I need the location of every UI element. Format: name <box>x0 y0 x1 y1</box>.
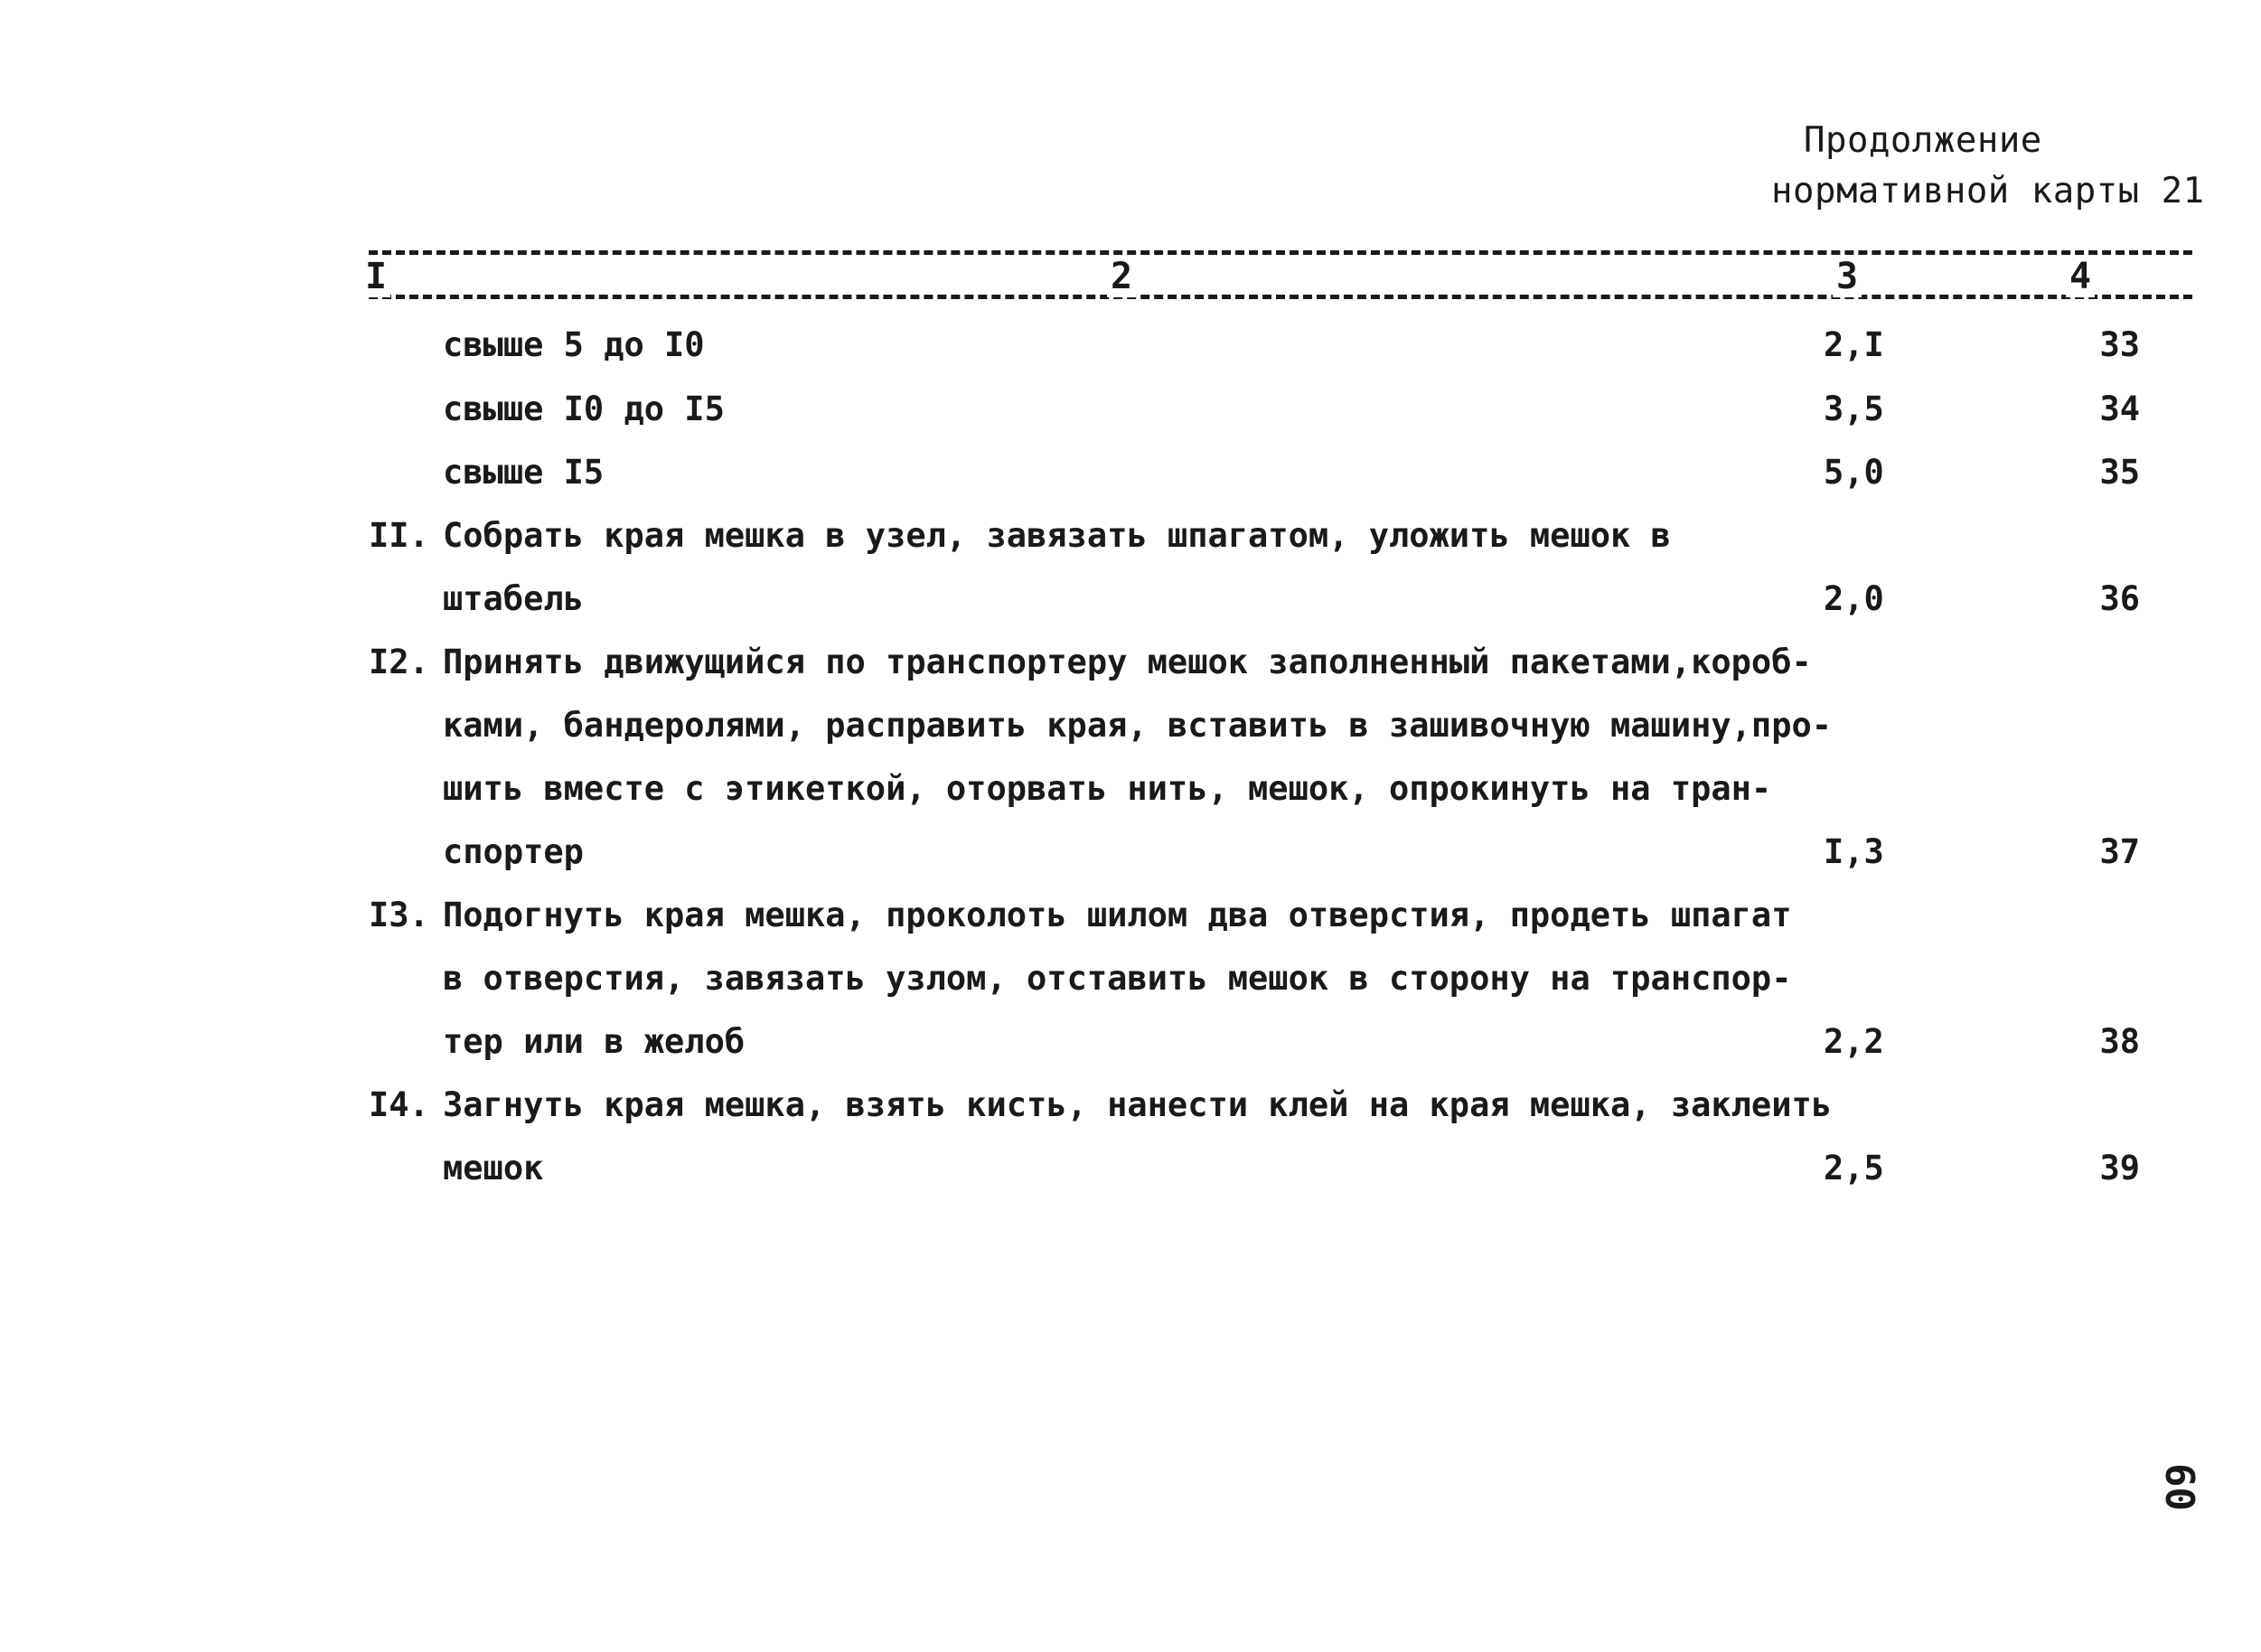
row-number: I3. <box>369 896 429 934</box>
row-text: тер или в желоб <box>443 1022 746 1061</box>
row-text: в отверстия, завязать узлом, отставить мешок в сторону на транспор- <box>443 959 1792 998</box>
row-number: I2. <box>369 643 429 681</box>
table-top-rule <box>369 250 2192 255</box>
table-row <box>369 888 2194 943</box>
column-header-4: 4 <box>2066 256 2095 297</box>
row-time: 2,2 <box>1824 1022 1884 1061</box>
table-row <box>369 952 2194 1006</box>
table-row <box>369 382 2194 436</box>
row-number: I4. <box>369 1085 429 1124</box>
table-row <box>369 1078 2194 1132</box>
row-index: 37 <box>2099 832 2140 871</box>
row-text: Собрать края мешка в узел, завязать шпагатом, уложить мешок в <box>443 516 1671 555</box>
table-row <box>369 825 2194 879</box>
row-text: шить вместе с этикеткой, оторвать нить, мешок, опрокинуть на тран- <box>443 769 1772 808</box>
table-row <box>369 1141 2194 1196</box>
heading-line2: нормативной карты 21 <box>1771 171 2205 211</box>
table-row <box>369 318 2194 372</box>
row-index: 36 <box>2099 579 2140 618</box>
table-header-rule <box>369 295 2192 299</box>
column-header-1: I <box>361 256 390 297</box>
row-index: 39 <box>2099 1149 2140 1187</box>
row-time: 2,5 <box>1824 1149 1884 1187</box>
row-time: 3,5 <box>1824 390 1884 428</box>
row-number: II. <box>369 516 429 555</box>
table-row <box>369 446 2194 500</box>
heading <box>1771 116 2223 217</box>
row-text: штабель <box>443 579 584 618</box>
table-row <box>369 762 2194 816</box>
table-row <box>369 1015 2194 1069</box>
page-number: 60 <box>2155 1463 2202 1511</box>
row-time: 2,I <box>1824 325 1884 364</box>
row-text: Загнуть края мешка, взять кисть, нанести клей на края мешка, заклеить <box>443 1085 1833 1124</box>
heading-line1: Продолжение <box>1804 120 2042 161</box>
row-index: 33 <box>2099 325 2140 364</box>
row-index: 38 <box>2099 1022 2140 1061</box>
table-row <box>369 572 2194 626</box>
row-text: Принять движущийся по транспортеру мешок заполненный пакетами,короб- <box>443 643 1812 681</box>
row-text: Подогнуть края мешка, проколоть шилом два отверстия, продеть шпагат <box>443 896 1792 934</box>
row-text: свыше 5 до I0 <box>443 325 705 364</box>
column-header-2: 2 <box>1107 256 1136 297</box>
table-row <box>369 699 2194 753</box>
row-text: ками, бандеролями, расправить края, вставить в зашивочную машину,про- <box>443 706 1833 745</box>
column-header-3: 3 <box>1833 256 1862 297</box>
row-time: I,3 <box>1824 832 1884 871</box>
row-text: свыше I5 <box>443 453 605 492</box>
row-text: спортер <box>443 832 584 871</box>
row-index: 34 <box>2099 390 2140 428</box>
row-text: мешок <box>443 1149 544 1187</box>
row-time: 5,0 <box>1824 453 1884 492</box>
table-row <box>369 635 2194 690</box>
row-text: свыше I0 до I5 <box>443 390 725 428</box>
row-index: 35 <box>2099 453 2140 492</box>
row-time: 2,0 <box>1824 579 1884 618</box>
table-row <box>369 509 2194 563</box>
